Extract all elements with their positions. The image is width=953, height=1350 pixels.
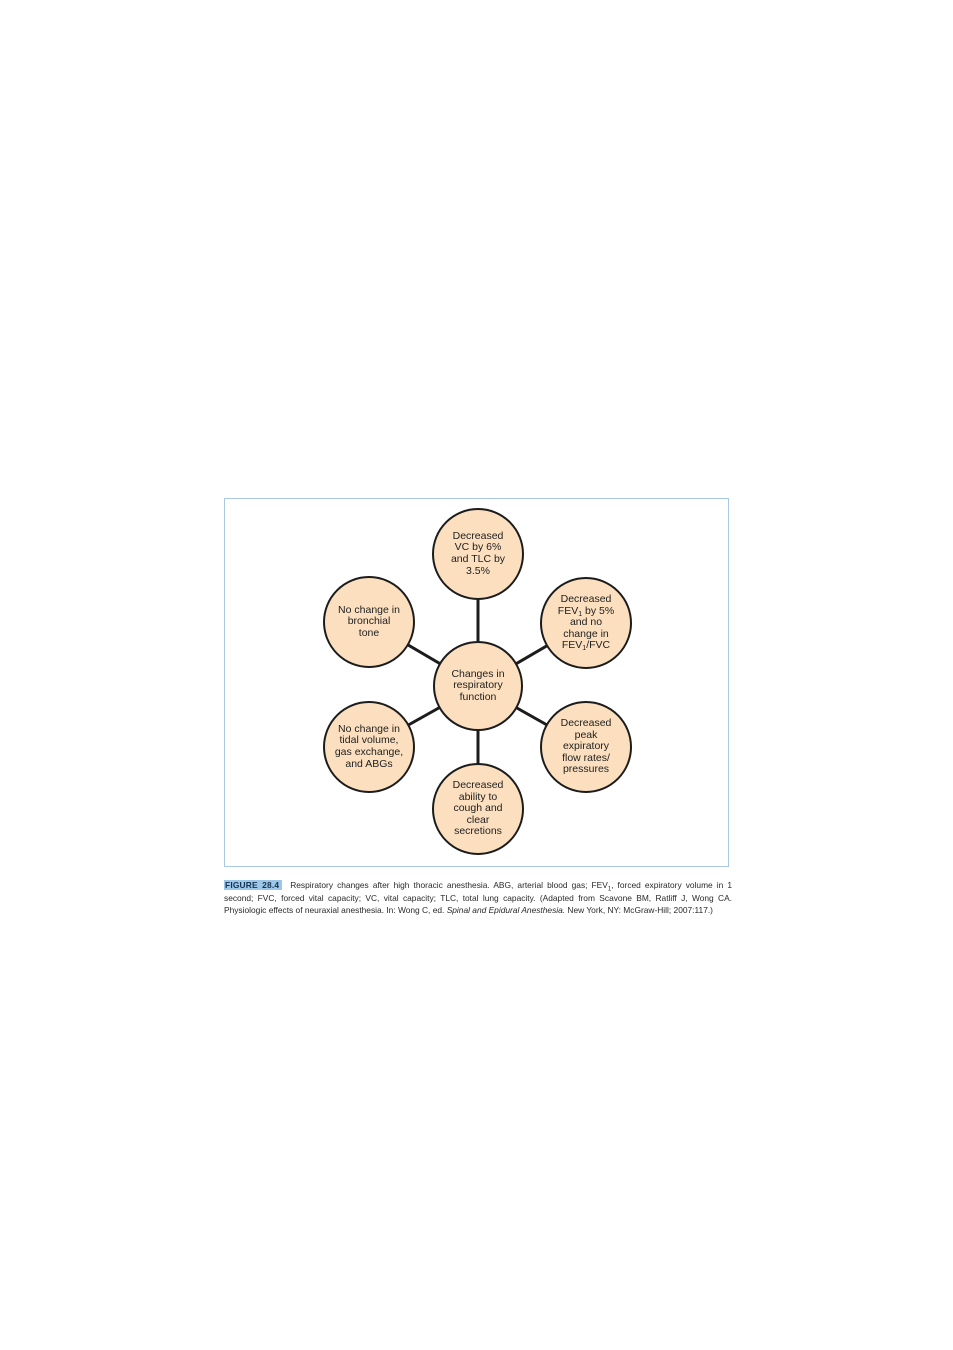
caption-text-1: Respiratory changes after high thoracic anesthesia. ABG, arterial blood gas; FEV bbox=[290, 880, 608, 890]
node-label-upper-left bbox=[327, 577, 411, 667]
node-label-lower-right bbox=[544, 702, 628, 792]
node-label-line: function bbox=[459, 690, 497, 703]
node-label-line: and TLC by bbox=[450, 553, 506, 565]
caption-text-2: , forced expiratory volume in 1 second; FVC, forced vital capacity; VC, vital capacity; TLC, total lung capacity. (Adapted from Scavone BM, Ratliff J, Wong CA. Physiologic effects of neuraxial anesthesia. In: Wong C, ed. bbox=[224, 880, 733, 916]
node-label-line: cough and bbox=[453, 802, 503, 815]
figure-label: FIGURE 28.4 bbox=[224, 880, 282, 890]
node-label-line: $FEV_1$ by 5% bbox=[557, 604, 615, 618]
node-label-line: flow rates/ bbox=[562, 751, 610, 764]
node-label-line: 3.5% bbox=[466, 564, 490, 577]
node-label-line: and ABGs bbox=[345, 757, 393, 770]
node-label-line: bronchial bbox=[347, 615, 391, 628]
node-label-line: tone bbox=[358, 626, 380, 639]
node-label-line: Decreased bbox=[560, 593, 612, 606]
node-label-line: No change in bbox=[338, 722, 400, 735]
node-label-upper-right bbox=[544, 578, 628, 668]
node-label-line: and no bbox=[569, 616, 603, 629]
node-label-lower-left bbox=[327, 702, 411, 792]
caption-book-title: Spinal and Epidural Anesthesia. bbox=[446, 905, 566, 916]
node-label-line: $FEV_1$/FVC bbox=[561, 639, 611, 653]
node-label-top bbox=[436, 509, 520, 599]
node-label-line: clear bbox=[466, 813, 490, 826]
center-node-label bbox=[437, 642, 519, 730]
node-label-line: VC by 6% bbox=[454, 541, 502, 554]
node-label-line: Decreased bbox=[560, 717, 612, 730]
node-label-line: change in bbox=[563, 627, 609, 640]
node-label-line: tidal volume, bbox=[339, 734, 399, 747]
node-label-line: Changes in bbox=[451, 667, 505, 680]
figure-caption bbox=[224, 879, 732, 917]
node-label-line: expiratory bbox=[562, 740, 610, 753]
caption-subscript: 1 bbox=[607, 886, 612, 893]
diagram-frame bbox=[224, 498, 729, 867]
node-label-bottom bbox=[436, 764, 520, 854]
node-label-line: No change in bbox=[338, 603, 400, 616]
caption-text-3: New York, NY: McGraw-Hill; 2007:117.) bbox=[565, 905, 713, 916]
node-label-line: gas exchange, bbox=[334, 746, 404, 758]
node-label-line: Decreased bbox=[452, 529, 504, 542]
node-label-line: respiratory bbox=[453, 679, 503, 692]
node-label-line: peak bbox=[574, 728, 598, 741]
node-label-line: Decreased bbox=[452, 779, 504, 792]
node-label-line: pressures bbox=[562, 763, 610, 776]
node-label-line: ability to bbox=[458, 790, 498, 803]
node-label-line: secretions bbox=[454, 825, 502, 838]
